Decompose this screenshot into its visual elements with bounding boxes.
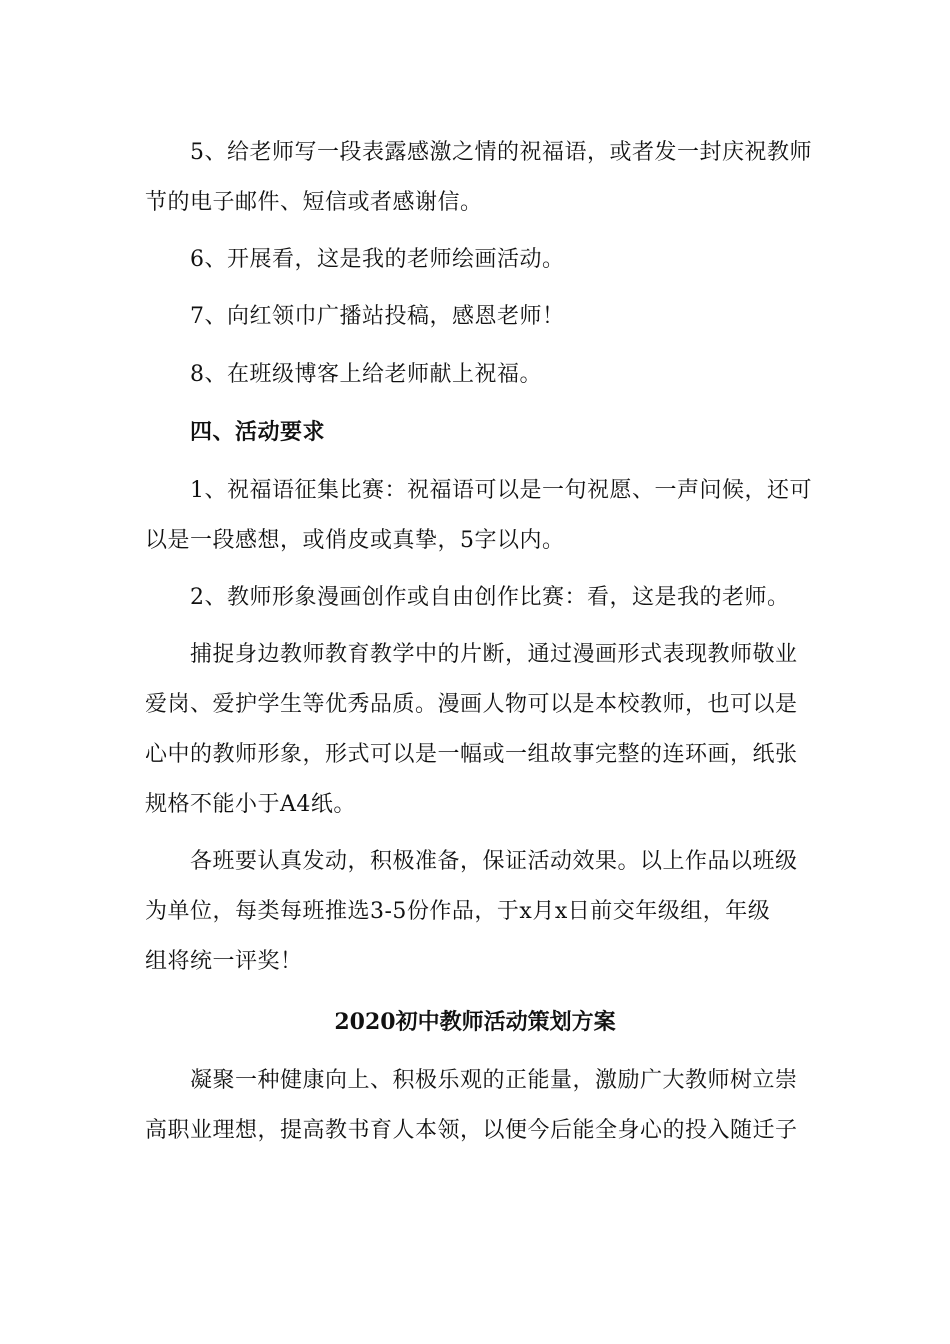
- document-title: 2020初中教师活动策划方案: [334, 1009, 616, 1035]
- capture-paragraph-line-3: 心中的教师形象，形式可以是一幅或一组故事完整的连环画，纸张: [145, 742, 798, 767]
- capture-paragraph-line-4: 规格不能小于A4纸。: [145, 792, 356, 817]
- section-heading: 四、活动要求: [190, 419, 326, 445]
- item-8: 8、在班级博客上给老师献上祝福。: [190, 362, 542, 387]
- classes-paragraph-line-3: 组将统一评奖！: [145, 949, 303, 974]
- classes-paragraph-line-2: 为单位，每类每班推选3-5份作品，于x月x日前交年级组，年级: [145, 899, 771, 924]
- capture-paragraph-line-1: 捕捉身边教师教育教学中的片断，通过漫画形式表现教师敬业: [190, 642, 798, 667]
- item-7: 7、向红领巾广播站投稿，感恩老师！: [190, 304, 565, 329]
- item-5-line-1: 5、给老师写一段表露感激之情的祝福语，或者发一封庆祝教师: [190, 140, 812, 165]
- item-6: 6、开展看，这是我的老师绘画活动。: [190, 247, 565, 272]
- requirement-2: 2、教师形象漫画创作或自由创作比赛：看，这是我的老师。: [190, 585, 790, 610]
- classes-paragraph-line-1: 各班要认真发动，积极准备，保证活动效果。以上作品以班级: [190, 849, 798, 874]
- capture-paragraph-line-2: 爱岗、爱护学生等优秀品质。漫画人物可以是本校教师，也可以是: [145, 692, 798, 717]
- intro-line-2: 高职业理想，提高教书育人本领，以便今后能全身心的投入随迁子: [145, 1118, 798, 1143]
- requirement-1-line-2: 以是一段感想，或俏皮或真挚，5字以内。: [145, 528, 565, 553]
- requirement-1-line-1: 1、祝福语征集比赛：祝福语可以是一句祝愿、一声问候，还可: [190, 478, 812, 503]
- item-5-line-2: 节的电子邮件、短信或者感谢信。: [145, 190, 483, 215]
- intro-line-1: 凝聚一种健康向上、积极乐观的正能量，激励广大教师树立崇: [190, 1068, 798, 1093]
